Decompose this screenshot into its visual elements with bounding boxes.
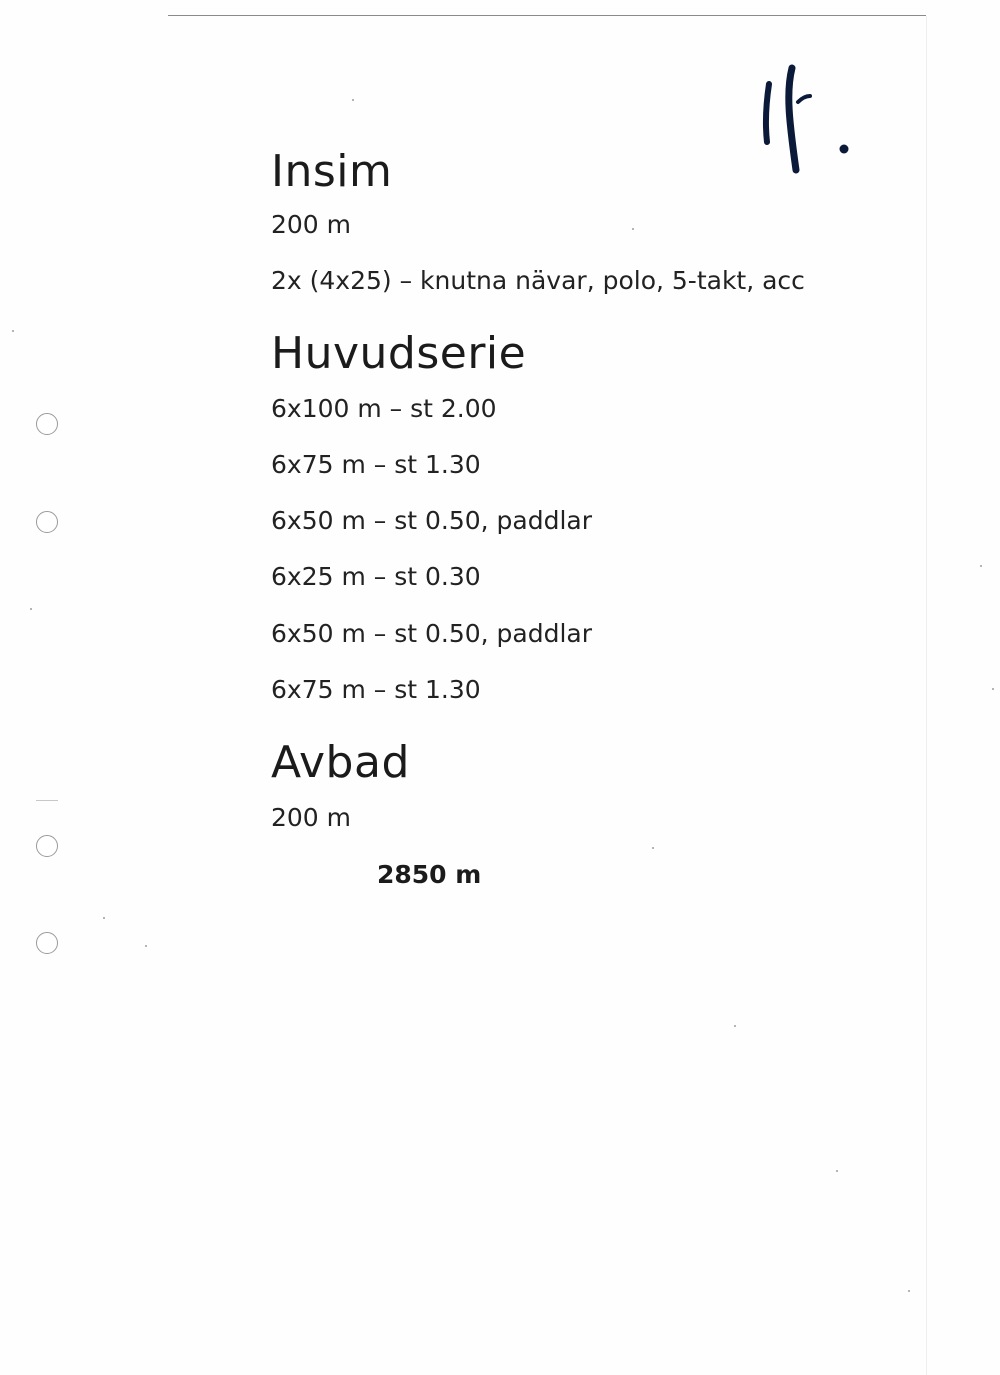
scan-speck: [908, 1290, 910, 1292]
main-set-line: 6x75 m – st 1.30: [271, 450, 481, 479]
scan-speck: [632, 228, 634, 230]
scan-speck: [836, 1170, 838, 1172]
punch-hole: [36, 932, 58, 954]
punch-hole: [36, 413, 58, 435]
warmup-line: 200 m: [271, 210, 352, 239]
scan-speck: [652, 847, 654, 849]
scan-speck: [352, 99, 354, 101]
section-heading-warmup: Insim: [271, 146, 393, 197]
main-set-line: 6x50 m – st 0.50, paddlar: [271, 506, 593, 535]
total-distance: 2850 m: [377, 860, 482, 889]
scan-speck: [103, 917, 105, 919]
scan-speck: [992, 688, 994, 690]
warmup-line: 2x (4x25) – knutna nävar, polo, 5-takt, acc: [271, 266, 805, 295]
scan-speck: [980, 565, 982, 567]
margin-mark: [36, 800, 58, 801]
scan-speck: [12, 330, 14, 332]
handwritten-page-number: [752, 58, 862, 178]
section-heading-cooldown: Avbad: [271, 737, 410, 788]
main-set-line: 6x75 m – st 1.30: [271, 675, 481, 704]
scan-speck: [734, 1025, 736, 1027]
top-rule: [168, 15, 926, 16]
punch-hole: [36, 835, 58, 857]
main-set-line: 6x50 m – st 0.50, paddlar: [271, 619, 593, 648]
section-heading-main-set: Huvudserie: [271, 328, 527, 379]
scan-speck: [30, 608, 32, 610]
punch-hole: [36, 511, 58, 533]
main-set-line: 6x100 m – st 2.00: [271, 394, 497, 423]
scan-speck: [145, 945, 147, 947]
page-right-edge: [926, 16, 927, 1375]
cooldown-line: 200 m: [271, 803, 352, 832]
main-set-line: 6x25 m – st 0.30: [271, 562, 481, 591]
